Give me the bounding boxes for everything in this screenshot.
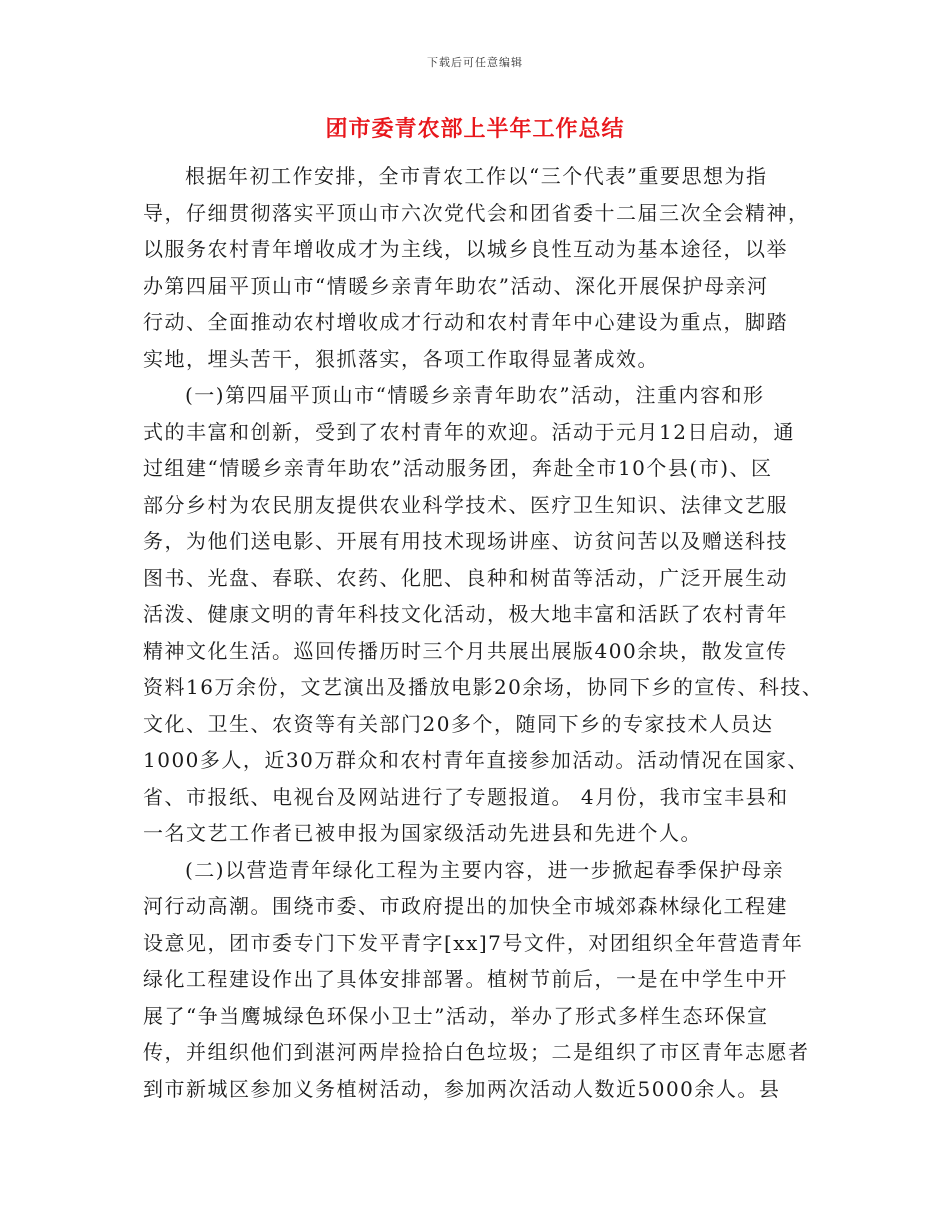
paragraph-line: 资料16万余份，文艺演出及播放电影20余场，协同下乡的宣传、科技、 (143, 675, 824, 699)
document-title: 团市委青农部上半年工作总结 (325, 116, 625, 142)
paragraph-line: 实地，埋头苦干，狠抓落实，各项工作取得显著成效。 (143, 346, 659, 371)
paragraph-line: 导，仔细贯彻落实平顶山市六次党代会和团省委十二届三次全会精神， (143, 200, 810, 225)
header-note: 下载后可任意编辑 (427, 56, 523, 69)
paragraph-line: 式的丰富和创新，受到了农村青年的欢迎。活动于元月12日启动，通 (143, 419, 795, 444)
paragraph-line: 展了“争当鹰城绿色环保小卫士”活动，举办了形式多样生态环保宣 (143, 1003, 769, 1028)
paragraph-line: 传，并组织他们到湛河两岸捡拾白色垃圾；二是组织了市区青年志愿者 (143, 1040, 810, 1064)
paragraph-line: 河行动高潮。围绕市委、市政府提出的加快全市城郊森林绿化工程建 (143, 894, 788, 918)
paragraph-line: 活泼、健康文明的青年科技文化活动，极大地丰富和活跃了农村青年 (143, 602, 788, 626)
paragraph-line: 绿化工程建设作出了具体安排部署。植树节前后，一是在中学生中开 (143, 967, 788, 991)
paragraph-line: 精神文化生活。巡回传播历时三个月共展出展版400余块，散发宣传 (143, 638, 788, 663)
paragraph-line: 一名文艺工作者已被申报为国家级活动先进县和先进个人。 (143, 821, 702, 845)
paragraph-line: 过组建“情暖乡亲青年助农”活动服务团，奔赴全市10个县(市)、区 (143, 456, 773, 480)
paragraph-line: (二)以营造青年绿化工程为主要内容，进一步掀起春季保护母亲 (185, 857, 785, 882)
paragraph-line: 省、市报纸、电视台及网站进行了专题报道。 4月份，我市宝丰县和 (143, 784, 789, 809)
paragraph-line: 以服务农村青年增收成才为主线，以城乡良性互动为基本途径，以举 (143, 237, 788, 261)
paragraph-line: 部分乡村为农民朋友提供农业科学技术、医疗卫生知识、法律文艺服 (143, 492, 788, 517)
paragraph-line: 办第四届平顶山市“情暖乡亲青年助农”活动、深化开展保护母亲河 (143, 273, 769, 298)
paragraph-line: 文化、卫生、农资等有关部门20多个，随同下乡的专家技术人员达 (143, 711, 774, 736)
paragraph-line: 图书、光盘、春联、农药、化肥、良种和树苗等活动，广泛开展生动 (143, 565, 788, 590)
paragraph-line: 到市新城区参加义务植树活动，参加两次活动人数近5000余人。县 (143, 1076, 781, 1101)
paragraph-line: 务，为他们送电影、开展有用技术现场讲座、访贫问苦以及赠送科技 (143, 529, 788, 553)
document-body (143, 158, 823, 1107)
paragraph-line: 行动、全面推动农村增收成才行动和农村青年中心建设为重点，脚踏 (143, 310, 788, 334)
paragraph-line: 设意见，团市委专门下发平青字[xx]7号文件，对团组织全年营造青年 (143, 930, 804, 955)
paragraph-line: (一)第四届平顶山市“情暖乡亲青年助农”活动，注重内容和形 (185, 383, 765, 407)
paragraph-line: 根据年初工作安排，全市青农工作以“三个代表”重要思想为指 (185, 164, 768, 188)
paragraph-line: 1000多人，近30万群众和农村青年直接参加活动。活动情况在国家、 (143, 748, 809, 772)
